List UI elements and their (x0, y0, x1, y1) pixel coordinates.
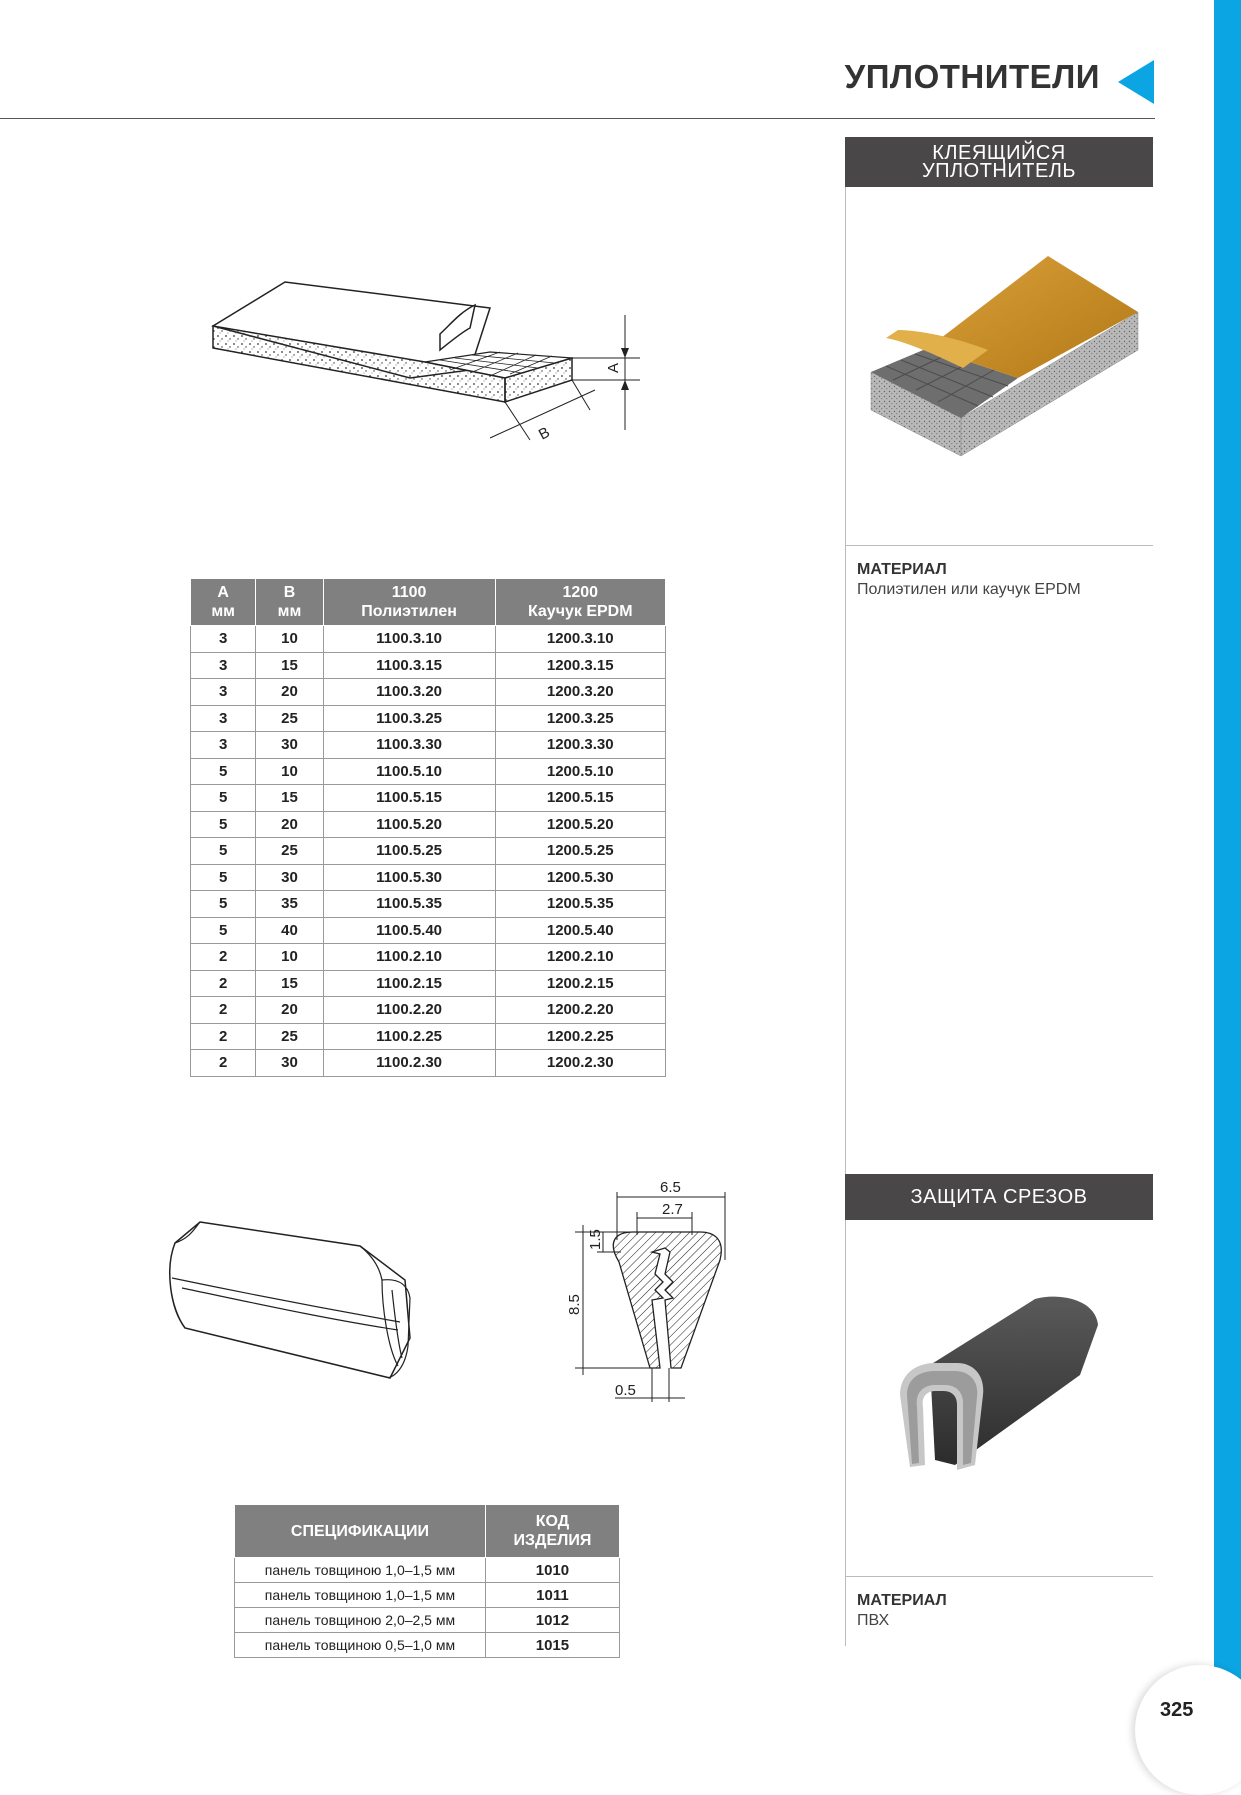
table-cell: 1100.5.35 (323, 891, 495, 918)
header-line: Полиэтилен (361, 603, 457, 620)
table-cell: 1200.2.10 (495, 944, 666, 971)
header-line: КОД (535, 1513, 570, 1530)
table-row (191, 679, 666, 706)
col-header-a (191, 579, 256, 626)
table-row (191, 652, 666, 679)
table-cell: 1100.3.20 (323, 679, 495, 706)
adhesive-seal-photo (868, 260, 1148, 470)
banner-adhesive-seal (845, 137, 1153, 187)
header-line: ИЗДЕЛИЯ (513, 1532, 592, 1549)
material-title-2: МАТЕРИАЛ (857, 1592, 947, 1609)
table-cell: 1100.5.25 (323, 838, 495, 865)
dimension-width-total: 6.5 (660, 1179, 681, 1196)
table-cell: 1011 (485, 1583, 619, 1608)
table-cell: 40 (256, 917, 323, 944)
header-line: 1100 (391, 584, 427, 601)
col-header-b (256, 579, 323, 626)
table-cell: 3 (191, 626, 256, 653)
dimension-height: 8.5 (566, 1294, 583, 1315)
header-divider (0, 118, 1155, 119)
table-cell: 1200.3.25 (495, 705, 666, 732)
table-cell: 15 (256, 785, 323, 812)
seal-codes-table (190, 578, 666, 1077)
table-cell: 30 (256, 864, 323, 891)
table-cell: 1100.3.10 (323, 626, 495, 653)
dimension-slot: 0.5 (615, 1382, 636, 1399)
table-cell: 30 (256, 1050, 323, 1077)
dimension-label-b: B (535, 423, 553, 444)
table-row (191, 917, 666, 944)
table-cell: 1100.2.25 (323, 1023, 495, 1050)
table-cell: 1100.2.20 (323, 997, 495, 1024)
table-row (191, 758, 666, 785)
table-cell: 1100.2.30 (323, 1050, 495, 1077)
table-row (191, 626, 666, 653)
table-cell: 2 (191, 997, 256, 1024)
table-row (191, 838, 666, 865)
table-cell: панель товщиною 0,5–1,0 мм (235, 1633, 486, 1658)
dimension-top: 1.5 (587, 1229, 604, 1250)
table-row (235, 1633, 620, 1658)
table-row (191, 944, 666, 971)
table-cell: панель товщиною 2,0–2,5 мм (235, 1608, 486, 1633)
table-cell: 5 (191, 785, 256, 812)
table-cell: 1010 (485, 1558, 619, 1583)
table-row (235, 1583, 620, 1608)
table-cell: 15 (256, 652, 323, 679)
table-cell: 10 (256, 944, 323, 971)
table-cell: 1015 (485, 1633, 619, 1658)
table-cell: 3 (191, 705, 256, 732)
table-cell: 5 (191, 811, 256, 838)
dimension-width-inner: 2.7 (662, 1201, 683, 1218)
header-line: Каучук EPDM (527, 603, 633, 620)
table-cell: 1100.5.30 (323, 864, 495, 891)
table-cell: 1100.5.40 (323, 917, 495, 944)
page-number-badge (1135, 1665, 1241, 1795)
material-title-1: МАТЕРИАЛ (857, 561, 947, 578)
table-cell: 1200.5.10 (495, 758, 666, 785)
table-row (191, 811, 666, 838)
edge-trim-section-drawing (555, 1180, 745, 1405)
header-line: A (217, 584, 229, 601)
table-cell: 35 (256, 891, 323, 918)
table-cell: 1200.5.20 (495, 811, 666, 838)
table-cell: 1100.3.30 (323, 732, 495, 759)
table-cell: 1200.2.25 (495, 1023, 666, 1050)
table-cell: 10 (256, 758, 323, 785)
header-line: B (283, 584, 296, 601)
edge-trim-drawing (160, 1218, 450, 1398)
page-number: 325 (1160, 1699, 1194, 1721)
table-cell: 1200.2.20 (495, 997, 666, 1024)
table-cell: 1100.5.20 (323, 811, 495, 838)
table-cell: 5 (191, 917, 256, 944)
table-header-row (235, 1505, 620, 1558)
table-cell: 1100.3.15 (323, 652, 495, 679)
right-accent-bar (1214, 0, 1241, 1754)
table-row (191, 705, 666, 732)
header-line: мм (211, 603, 236, 620)
banner-line-2: УПЛОТНИТЕЛЬ (921, 160, 1077, 182)
dimension-label-a: A (605, 362, 622, 373)
table-header-row (191, 579, 666, 626)
table-cell: 2 (191, 1050, 256, 1077)
table-cell: 1200.3.30 (495, 732, 666, 759)
header-line: мм (277, 603, 302, 620)
side-separator-2 (845, 1576, 1153, 1577)
table-cell: 1200.3.20 (495, 679, 666, 706)
banner-edge-protection: ЗАЩИТА СРЕЗОВ (845, 1174, 1153, 1220)
table-row (191, 732, 666, 759)
table-cell: 25 (256, 838, 323, 865)
table-cell: 1200.5.30 (495, 864, 666, 891)
table-cell: 25 (256, 1023, 323, 1050)
col-header-1200 (495, 579, 666, 626)
table-cell: 10 (256, 626, 323, 653)
table-cell: 1100.5.10 (323, 758, 495, 785)
table-cell: 30 (256, 732, 323, 759)
table-cell: 5 (191, 864, 256, 891)
table-cell: 1100.2.10 (323, 944, 495, 971)
table-cell: 1200.5.15 (495, 785, 666, 812)
page-title: УПЛОТНИТЕЛИ (844, 58, 1100, 95)
table-cell: 1100.3.25 (323, 705, 495, 732)
table-cell: 20 (256, 679, 323, 706)
banner-line-1: КЛЕЯЩИЙСЯ (932, 142, 1066, 164)
table-cell: 2 (191, 1023, 256, 1050)
table-cell: 15 (256, 970, 323, 997)
table-cell: панель товщиною 1,0–1,5 мм (235, 1558, 486, 1583)
table-row (191, 891, 666, 918)
table-row (191, 1050, 666, 1077)
table-cell: 1200.5.35 (495, 891, 666, 918)
table-cell: 3 (191, 652, 256, 679)
side-separator-1 (845, 545, 1153, 546)
table-cell: панель товщиною 1,0–1,5 мм (235, 1583, 486, 1608)
table-cell: 5 (191, 891, 256, 918)
table-row (191, 997, 666, 1024)
table-cell: 1200.2.15 (495, 970, 666, 997)
table-cell: 20 (256, 997, 323, 1024)
header-line: СПЕЦИФИКАЦИИ (290, 1522, 429, 1540)
table-row (235, 1608, 620, 1633)
col-header-1100 (323, 579, 495, 626)
table-cell: 1200.5.40 (495, 917, 666, 944)
table-cell: 2 (191, 944, 256, 971)
edge-trim-photo (895, 1295, 1105, 1475)
table-cell: 1200.3.15 (495, 652, 666, 679)
edge-trim-codes-table (234, 1504, 620, 1658)
table-cell: 25 (256, 705, 323, 732)
table-cell: 3 (191, 679, 256, 706)
table-cell: 1012 (485, 1608, 619, 1633)
table-cell: 5 (191, 758, 256, 785)
table-row (191, 1023, 666, 1050)
table-cell: 20 (256, 811, 323, 838)
table-cell: 1200.2.30 (495, 1050, 666, 1077)
header-line: 1200 (562, 584, 599, 601)
table-cell: 1200.5.25 (495, 838, 666, 865)
triangle-arrow-icon (1118, 60, 1154, 104)
table-row (235, 1558, 620, 1583)
table-cell: 3 (191, 732, 256, 759)
material-text-1: Полиэтилен или каучук EPDM (857, 581, 1081, 598)
table-cell: 1100.5.15 (323, 785, 495, 812)
col-header-code (485, 1505, 619, 1558)
table-row (191, 864, 666, 891)
table-cell: 1200.3.10 (495, 626, 666, 653)
table-cell: 5 (191, 838, 256, 865)
side-column-divider (845, 186, 846, 1646)
table-cell: 2 (191, 970, 256, 997)
table-cell: 1100.2.15 (323, 970, 495, 997)
seal-tape-drawing (200, 270, 660, 500)
col-header-specifications (235, 1505, 486, 1558)
table-row (191, 970, 666, 997)
material-text-2: ПВХ (857, 1612, 890, 1629)
table-row (191, 785, 666, 812)
